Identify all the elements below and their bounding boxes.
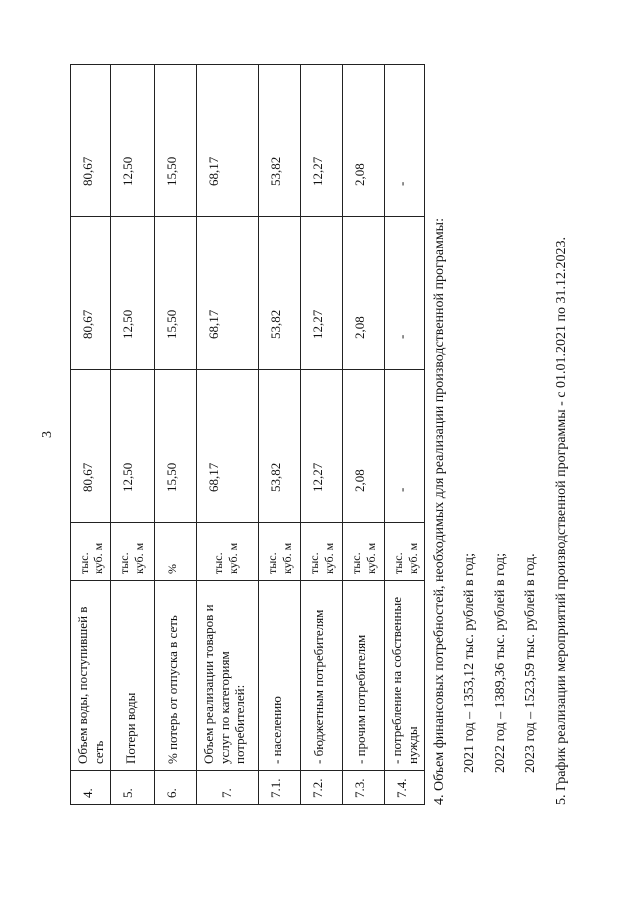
unit-cell: %	[155, 523, 197, 581]
unit-cell: тыс. куб. м	[343, 523, 385, 581]
value-2023: 80,67	[71, 65, 111, 217]
unit-cell: тыс. куб. м	[259, 523, 301, 581]
indicator-name: Объем реализации товаров и услуг по категориям потребителей:	[197, 581, 259, 771]
value-2022: 68,17	[197, 217, 259, 370]
value-2022: -	[385, 217, 425, 370]
value-2022: 80,67	[71, 217, 111, 370]
value-2023: 2,08	[343, 65, 385, 217]
table-row	[111, 65, 155, 805]
row-number: 4.	[71, 771, 111, 805]
row-number: 5.	[111, 771, 155, 805]
table-row	[197, 65, 259, 805]
row-number: 7.3.	[343, 771, 385, 805]
value-2022: 53,82	[259, 217, 301, 370]
table-row	[259, 65, 301, 805]
table-row	[301, 65, 343, 805]
section-4-heading: 4. Объем финансовых потребностей, необходимых для реализации производственной программы:	[432, 218, 447, 805]
row-number: 7.2.	[301, 771, 343, 805]
indicators-table	[70, 64, 425, 805]
section-5-heading: 5. График реализации мероприятий производственной программы - с 01.01.2021 по 31.12.2023.	[554, 236, 569, 805]
value-2022: 12,50	[111, 217, 155, 370]
value-2023: -	[385, 65, 425, 217]
indicator-name: - населению	[259, 581, 301, 771]
financing-2021: 2021 год – 1353,12 тыс. рублей в год;	[462, 552, 477, 773]
value-2021: 68,17	[197, 370, 259, 523]
row-number: 7.1.	[259, 771, 301, 805]
financing-2023: 2023 год – 1523,59 тыс. рублей в год.	[523, 553, 538, 773]
value-2023: 68,17	[197, 65, 259, 217]
value-2021: 12,27	[301, 370, 343, 523]
unit-cell: тыс. куб. м	[111, 523, 155, 581]
indicator-name: - потребление на собственные нужды	[385, 581, 425, 771]
value-2023: 15,50	[155, 65, 197, 217]
unit-cell: тыс. куб. м	[197, 523, 259, 581]
value-2022: 15,50	[155, 217, 197, 370]
value-2021: 80,67	[71, 370, 111, 523]
table-row	[71, 65, 111, 805]
value-2022: 2,08	[343, 217, 385, 370]
financing-2022: 2022 год – 1389,36 тыс. рублей в год;	[493, 552, 508, 773]
unit-cell: тыс. куб. м	[385, 523, 425, 581]
unit-cell: тыс. куб. м	[71, 523, 111, 581]
value-2021: -	[385, 370, 425, 523]
value-2023: 12,27	[301, 65, 343, 217]
value-2023: 53,82	[259, 65, 301, 217]
unit-cell: тыс. куб. м	[301, 523, 343, 581]
indicator-name: - прочим потребителям	[343, 581, 385, 771]
page-number: 3	[40, 431, 55, 438]
value-2023: 12,50	[111, 65, 155, 217]
value-2022: 12,27	[301, 217, 343, 370]
row-number: 7.	[197, 771, 259, 805]
indicator-name: Потери воды	[111, 581, 155, 771]
indicator-name: - бюджетным потребителям	[301, 581, 343, 771]
value-2021: 2,08	[343, 370, 385, 523]
indicator-name: Объем воды, поступившей в сеть	[71, 581, 111, 771]
table-row	[385, 65, 425, 805]
row-number: 6.	[155, 771, 197, 805]
table-row	[343, 65, 385, 805]
value-2021: 53,82	[259, 370, 301, 523]
table-row	[155, 65, 197, 805]
value-2021: 12,50	[111, 370, 155, 523]
value-2021: 15,50	[155, 370, 197, 523]
indicator-name: % потерь от отпуска в сеть	[155, 581, 197, 771]
row-number: 7.4.	[385, 771, 425, 805]
